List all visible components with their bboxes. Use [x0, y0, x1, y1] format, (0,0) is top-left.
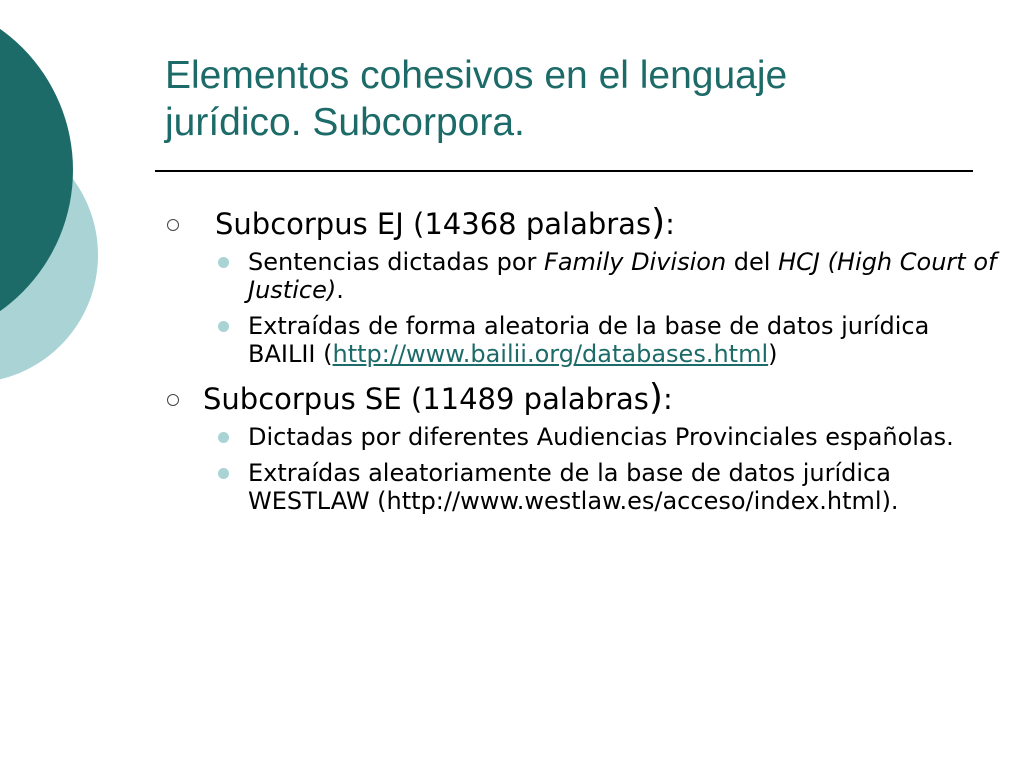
- bullet-text: ): [768, 340, 778, 368]
- bullet-text: Extraídas aleatoriamente de la base de datos jurídica WESTLAW (http://www.westlaw.es/acceso/index.html).: [248, 459, 899, 515]
- bullet-text: del: [726, 248, 779, 276]
- subcorpus-ej-count: 14368 palabras: [424, 207, 652, 241]
- bullet-text: .: [336, 276, 344, 304]
- subcorpus-se-count: 11489 palabras: [422, 382, 649, 416]
- slide-body: [160, 202, 1000, 523]
- list-item: [160, 423, 1000, 451]
- dot-bullet-icon: [218, 468, 229, 479]
- dot-bullet-icon: [218, 321, 229, 332]
- bullet-text: Sentencias dictadas por: [248, 248, 545, 276]
- slide-title: [165, 52, 985, 146]
- list-item: [160, 459, 1000, 515]
- decorative-circles: [0, 0, 110, 420]
- bullet-text: (: [323, 340, 333, 368]
- bullet-text: Extraídas de forma aleatoria de la base de datos jurídica BAILII: [248, 312, 930, 368]
- dot-bullet-icon: [218, 257, 229, 268]
- dot-bullet-icon: [218, 432, 229, 443]
- bailii-link[interactable]: http://www.bailii.org/databases.html: [332, 340, 769, 368]
- bullet-italic-text: Family Division: [544, 248, 727, 276]
- slide-title-line-1: Elementos cohesivos en el lenguaje: [165, 54, 788, 97]
- list-item: [160, 312, 1000, 368]
- bullet-italic-text: HCJ (High Court of Justice): [248, 248, 997, 304]
- slide-title-line-2: jurídico. Subcorpora.: [165, 101, 525, 144]
- subcorpus-se-heading: Subcorpus SE (11489 palabras):: [160, 380, 1000, 417]
- ring-bullet-icon: [167, 394, 179, 406]
- bullet-text: Dictadas por diferentes Audiencias Provinciales españolas.: [248, 423, 954, 451]
- ring-bullet-icon: [167, 219, 179, 231]
- subcorpus-ej-name: Subcorpus EJ: [215, 207, 404, 241]
- title-divider: [155, 170, 973, 172]
- subcorpus-se-name: Subcorpus SE: [203, 382, 402, 416]
- list-item: [160, 248, 1000, 304]
- subcorpus-ej-heading: Subcorpus EJ (14368 palabras):: [160, 205, 1000, 242]
